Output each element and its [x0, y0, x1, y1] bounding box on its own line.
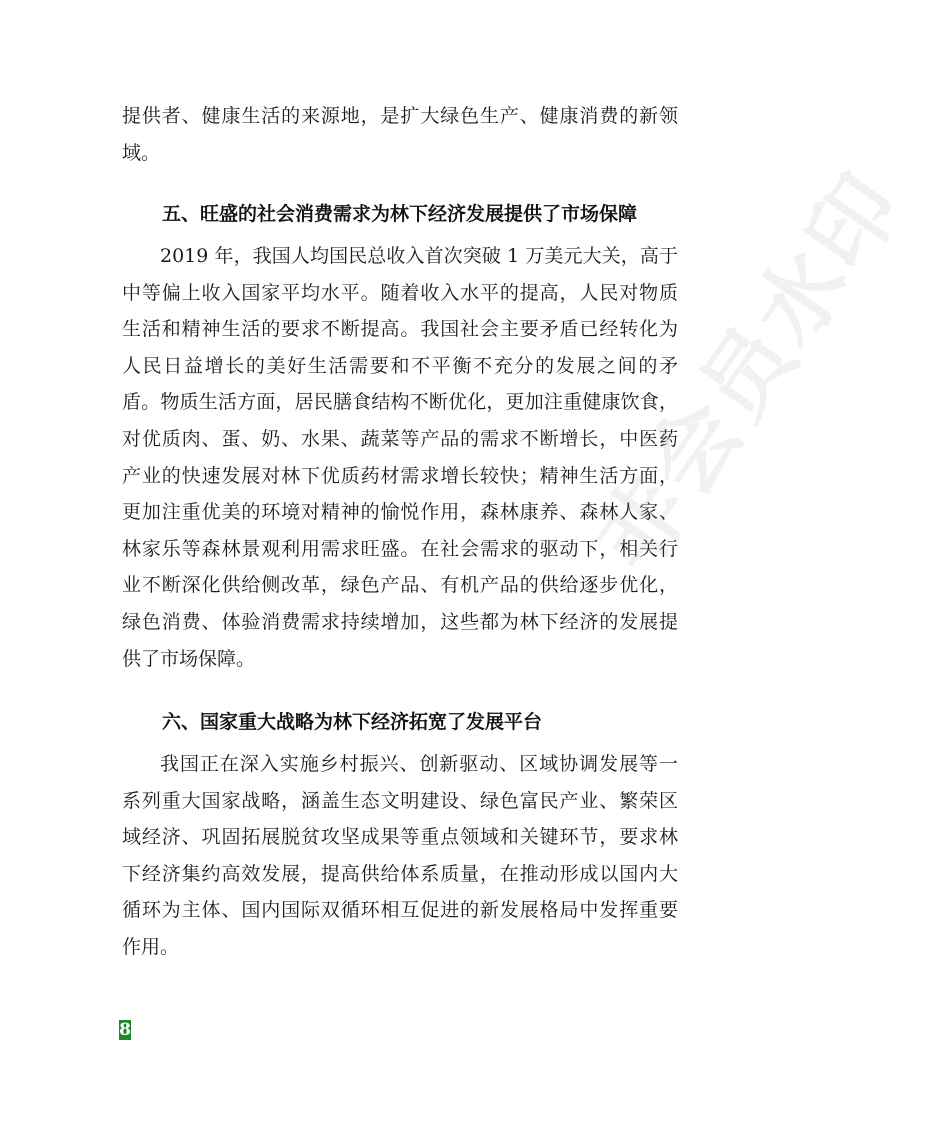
text-line: 对优质肉、蛋、奶、水果、蔬菜等产品的需求不断增长，中医药 [122, 427, 678, 450]
text-line: 循环为主体、国内国际双循环相互促进的新发展格局中发挥重要 [122, 899, 678, 922]
page-number: 8 [119, 1020, 131, 1040]
text-line: 下经济集约高效发展，提高供给体系质量，在推动形成以国内大 [122, 862, 678, 885]
intro-paragraph [122, 98, 678, 171]
text-line: 绿色消费、体验消费需求持续增加，这些都为林下经济的发展提 [122, 610, 678, 633]
text-line: 林家乐等森林景观利用需求旺盛。在社会需求的驱动下，相关行 [122, 537, 678, 560]
section-5-paragraph [122, 238, 678, 677]
text-line: 生活和精神生活的要求不断提高。我国社会主要矛盾已经转化为 [122, 318, 678, 341]
text-line: 产业的快速发展对林下优质药材需求增长较快；精神生活方面， [122, 464, 678, 487]
section-5-heading: 五、旺盛的社会消费需求为林下经济发展提供了市场保障 [162, 203, 638, 225]
text-line: 盾。物质生活方面，居民膳食结构不断优化，更加注重健康饮食， [122, 391, 678, 414]
text-line: 域。 [122, 141, 161, 164]
text-line: 中等偏上收入国家平均水平。随着收入水平的提高，人民对物质 [122, 281, 678, 304]
text-line: 更加注重优美的环境对精神的愉悦作用，森林康养、森林人家、 [122, 501, 678, 524]
text-line: 业不断深化供给侧改革，绿色产品、有机产品的供给逐步优化， [122, 574, 678, 597]
text-line: 供了市场保障。 [122, 647, 256, 670]
text-line: 域经济、巩固拓展脱贫攻坚成果等重点领域和关键环节，要求林 [122, 826, 678, 849]
section-6-heading: 六、国家重大战略为林下经济拓宽了发展平台 [162, 711, 543, 733]
watermark: 非会员水印 [574, 153, 923, 590]
text-line: 2019 年，我国人均国民总收入首次突破 1 万美元大关，高于 [160, 245, 678, 267]
text-line: 系列重大国家战略，涵盖生态文明建设、绿色富民产业、繁荣区 [122, 789, 678, 812]
section-6-paragraph [122, 746, 678, 966]
text-line: 我国正在深入实施乡村振兴、创新驱动、区域协调发展等一 [160, 753, 678, 775]
text-line: 人民日益增长的美好生活需要和不平衡不充分的发展之间的矛 [122, 354, 678, 377]
text-line: 提供者、健康生活的来源地，是扩大绿色生产、健康消费的新领 [122, 105, 678, 127]
text-line: 作用。 [122, 935, 180, 958]
